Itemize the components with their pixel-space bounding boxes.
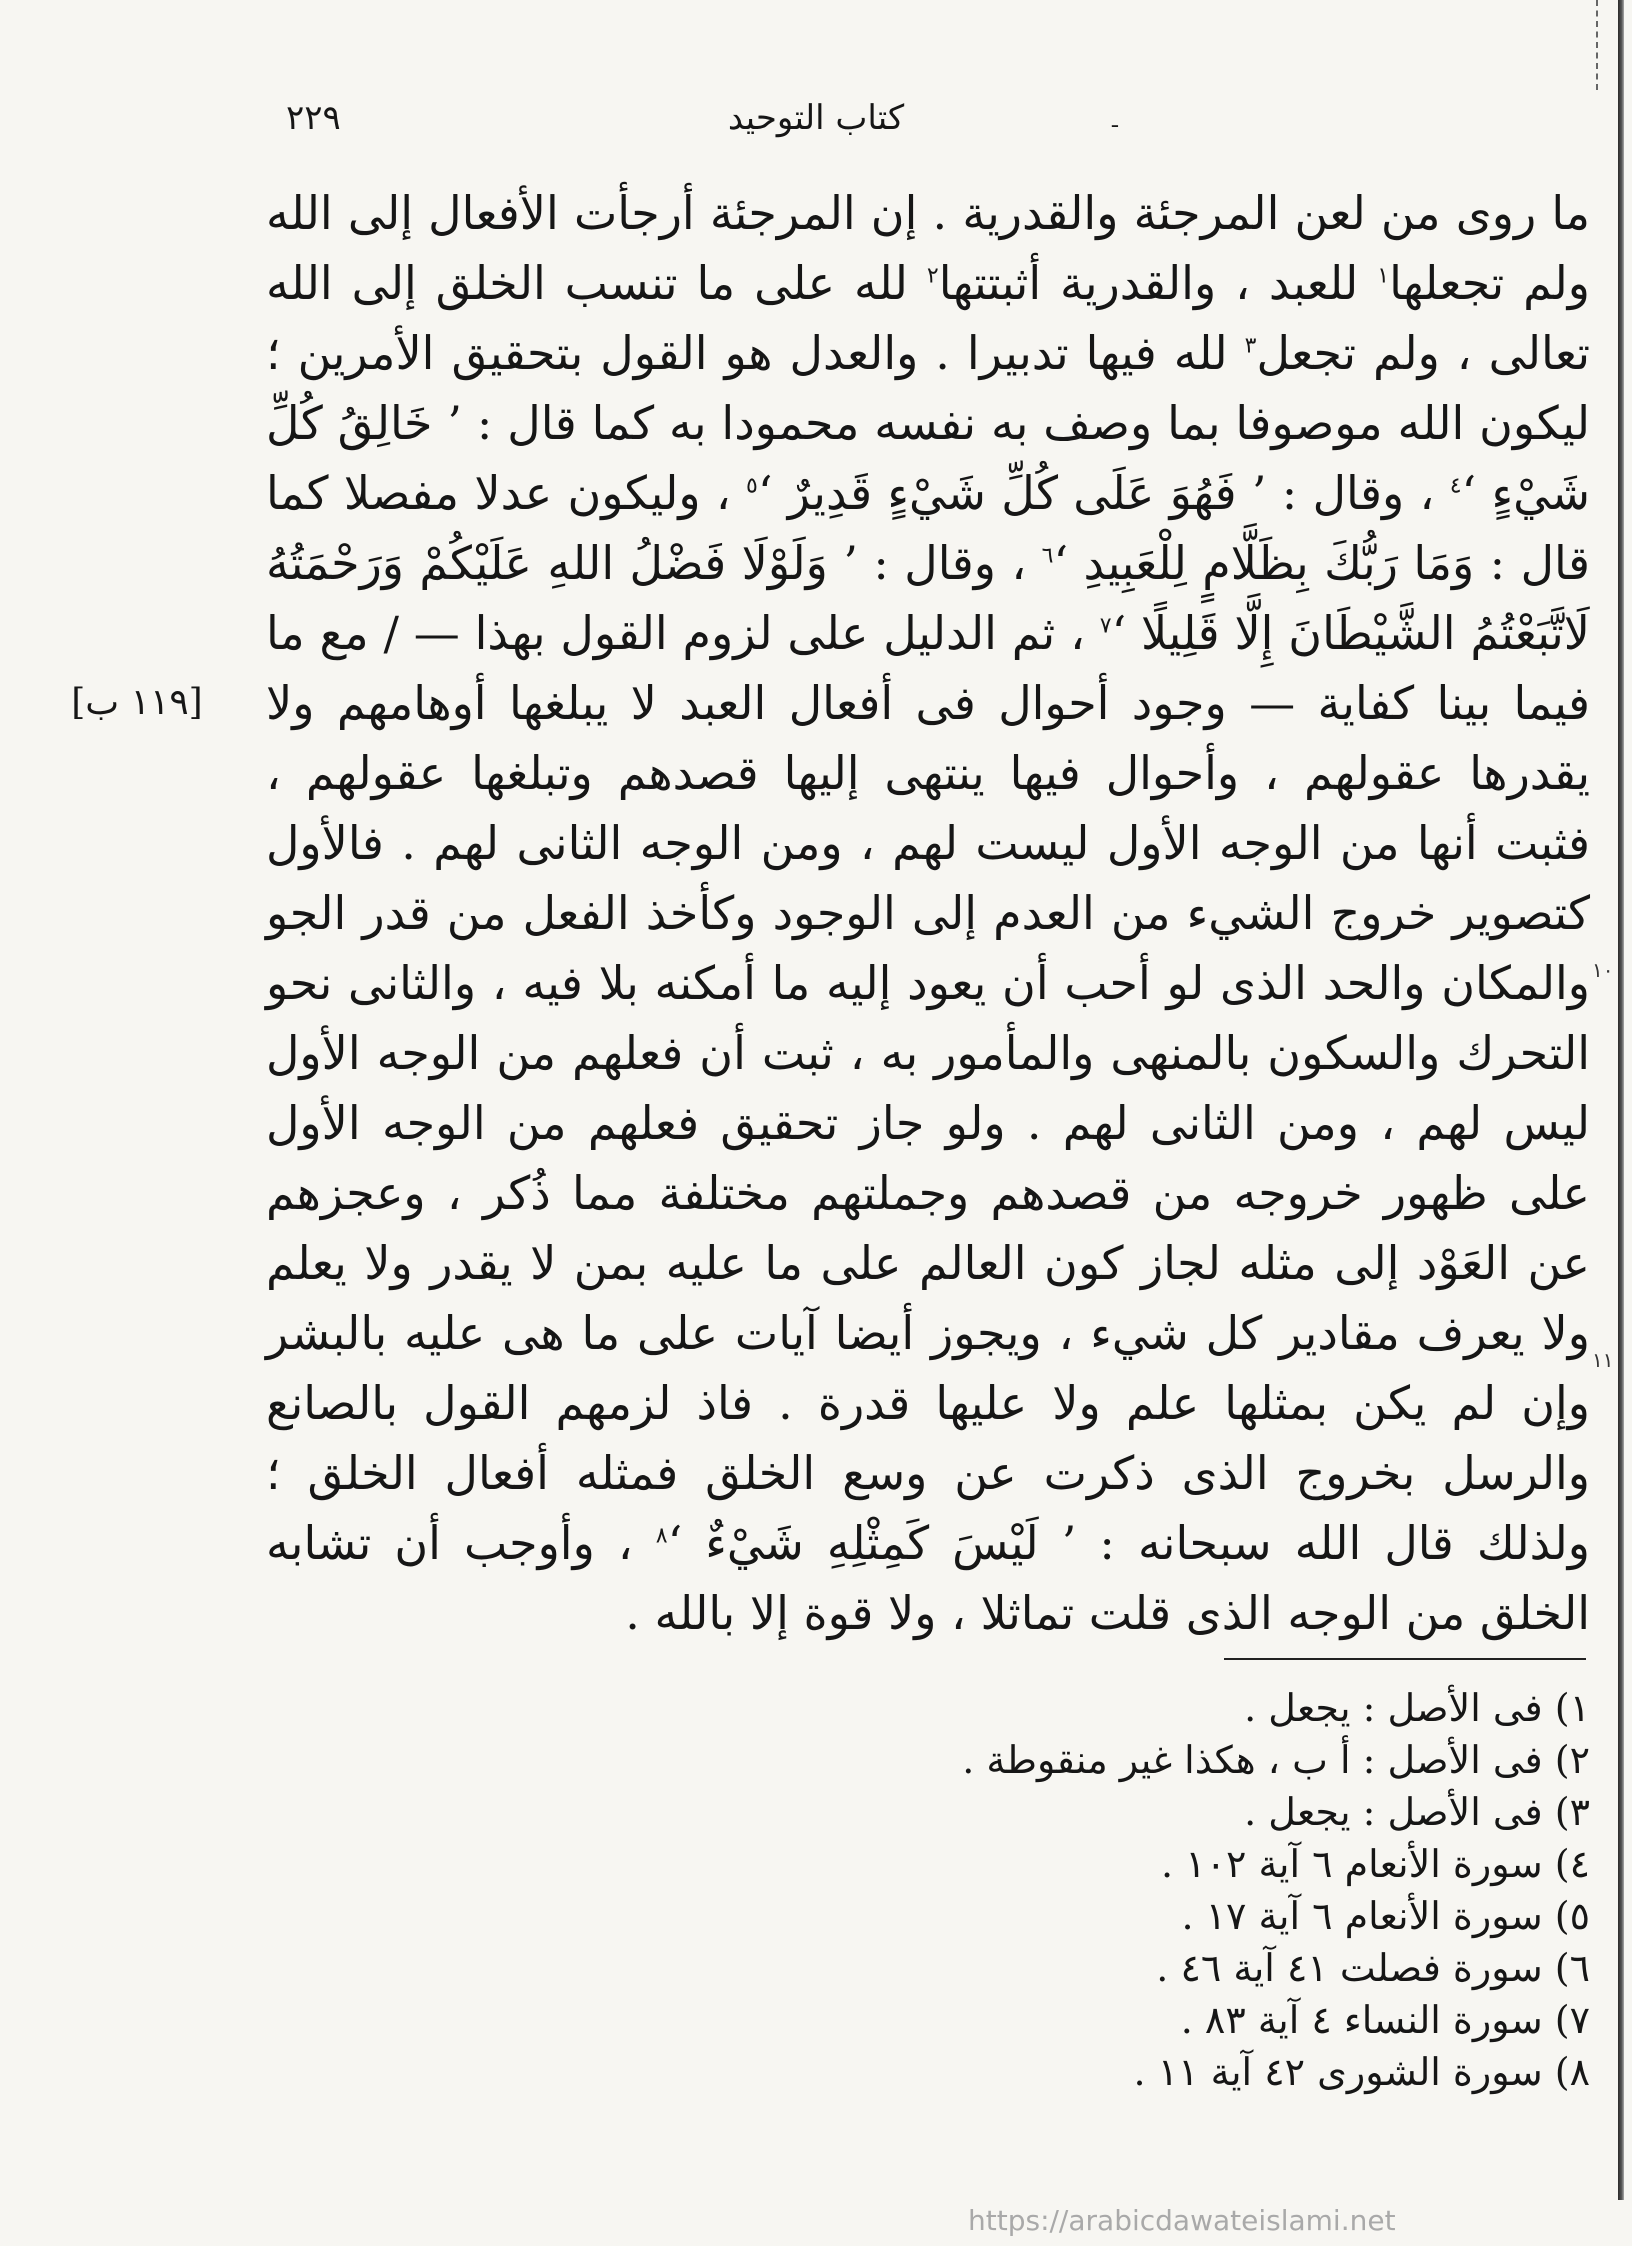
line-number: ١١ <box>1592 1348 1614 1372</box>
text-run: للعبد ، والقدرية أثبتتها <box>938 256 1378 310</box>
footnotes-list <box>700 1682 1590 2098</box>
footnote-marker: ٤ <box>1449 473 1462 499</box>
text-run: ، وقال : ’ فَهُوَ عَلَى كُلِّ شَيْءٍ قَدِيرٌ ‘ <box>757 466 1450 520</box>
page-edge-rule <box>1618 0 1624 2200</box>
footnote-marker: ٨ <box>655 1523 668 1549</box>
text-run: لله على ما تنسب الخلق إلى الله تعالى ، ولم تجعل <box>266 256 1590 380</box>
text-run: ، وقال : ’ وَلَوْلَا فَضْلُ اللهِ عَلَيْكُمْ وَرَحْمَتُهُ لَاتَّبَعْتُمُ الشَّيْطَانَ إِلَّا قَلِيلًا ‘ <box>266 536 1590 660</box>
page-number: ٢٢٩ <box>286 98 341 138</box>
footnote-marker: ٢ <box>926 263 939 289</box>
footnote: ٢) فى الأصل : أ ب ، هكذا غير منقوطة . <box>962 1738 1590 1782</box>
main-text <box>266 178 1590 1648</box>
footnote: ٥) سورة الأنعام ٦ آية ١٧ . <box>1181 1894 1590 1938</box>
text-run: ما روى من لعن المرجئة والقدرية . إن المرجئة أرجأت الأفعال إلى الله ولم تجعلها <box>266 186 1590 310</box>
footnote: ١) فى الأصل : يجعل . <box>1244 1686 1590 1730</box>
footnote-marker: ١ <box>1377 263 1390 289</box>
text-run: ، ثم الدليل على لزوم القول بهذا — / مع ما فيما بينا كفاية — وجود أحوال فى أفعال العبد لا يبلغها أوهامهم ولا يقدرها عقولهم ، وأحوال فيها ينتهى إليها قصدهم وتبلغها عقولهم ، فثبت أنها من الوجه الأول ليست لهم ، ومن الوجه الثانى لهم . فالأول كتصوير خروج الشيء من العدم إلى الوجود وكأخذ الفعل من قدر الجو والمكان والحد الذى لو أحب أن يعود إليه ما أمكنه بلا فيه ، والثانى نحو التحرك والسكون بالمنهى والمأمور به ، ثبت أن فعلهم من الوجه الأول ليس لهم ، ومن الثانى لهم . ولو جاز تحقيق فعلهم من الوجه الأول على ظهور خروجه من قصدهم وجملتهم مختلفة مما ذُكر ، وعجزهم عن العَوْد إلى مثله لجاز كون العالم على ما عليه بمن لا يقدر ولا يعلم ولا يعرف مقادير كل شيء ، ويجوز أيضا آيات على ما هى عليه بالبشر وإن لم يكن بمثلها علم ولا عليها قدرة . فاذ لزمهم القول بالصانع والرسل بخروج الذى ذكرت عن وسع الخلق فمثله أفعال الخلق ؛ ولذلك قال الله سبحانه : ’ لَيْسَ كَمِثْلِهِ شَيْءٌ ‘ <box>266 606 1591 1570</box>
footnote-separator <box>1224 1658 1586 1660</box>
footnote-marker: ٧ <box>1099 613 1112 639</box>
footnote: ٨) سورة الشورى ٤٢ آية ١١ . <box>1133 2050 1590 2094</box>
line-number: ١٠ <box>1592 958 1614 982</box>
running-title: كتاب التوحيد <box>727 98 905 138</box>
footnote: ٤) سورة الأنعام ٦ آية ١٠٢ . <box>1161 1842 1590 1886</box>
text-run: ، وأوجب أن تشابه الخلق من الوجه الذى قلت تماثلا ، ولا قوة إلا بالله . <box>266 1516 1590 1640</box>
text-run: ، وليكون عدلا مفصلا كما قال : وَمَا رَبُّكَ بِظَلَّامٍ لِلْعَبِيدِ ‘ <box>266 466 1590 590</box>
footnote-marker: ٥ <box>746 473 758 499</box>
footnote-marker: ٣ <box>1244 333 1257 359</box>
watermark-url: https://arabicdawateislami.net <box>968 2204 1396 2237</box>
footnote-marker: ٦ <box>1041 543 1054 569</box>
manuscript-folio-reference: [١١٩ ب] <box>71 682 203 723</box>
footnote: ٧) سورة النساء ٤ آية ٨٣ . <box>1180 1998 1590 2042</box>
page-corner-mark <box>1596 0 1628 90</box>
header-dot: ـ <box>1112 108 1118 132</box>
main-paragraph <box>266 178 1590 1648</box>
footnote: ٦) سورة فصلت ٤١ آية ٤٦ . <box>1156 1946 1590 1990</box>
text-run: لله فيها تدبيرا . والعدل هو القول بتحقيق الأمرين ؛ ليكون الله موصوفا بما وصف به نفسه محمودا به كما قال : ’ خَالِقُ كُلِّ شَيْءٍ ‘ <box>266 326 1590 520</box>
footnote: ٣) فى الأصل : يجعل . <box>1244 1790 1590 1834</box>
